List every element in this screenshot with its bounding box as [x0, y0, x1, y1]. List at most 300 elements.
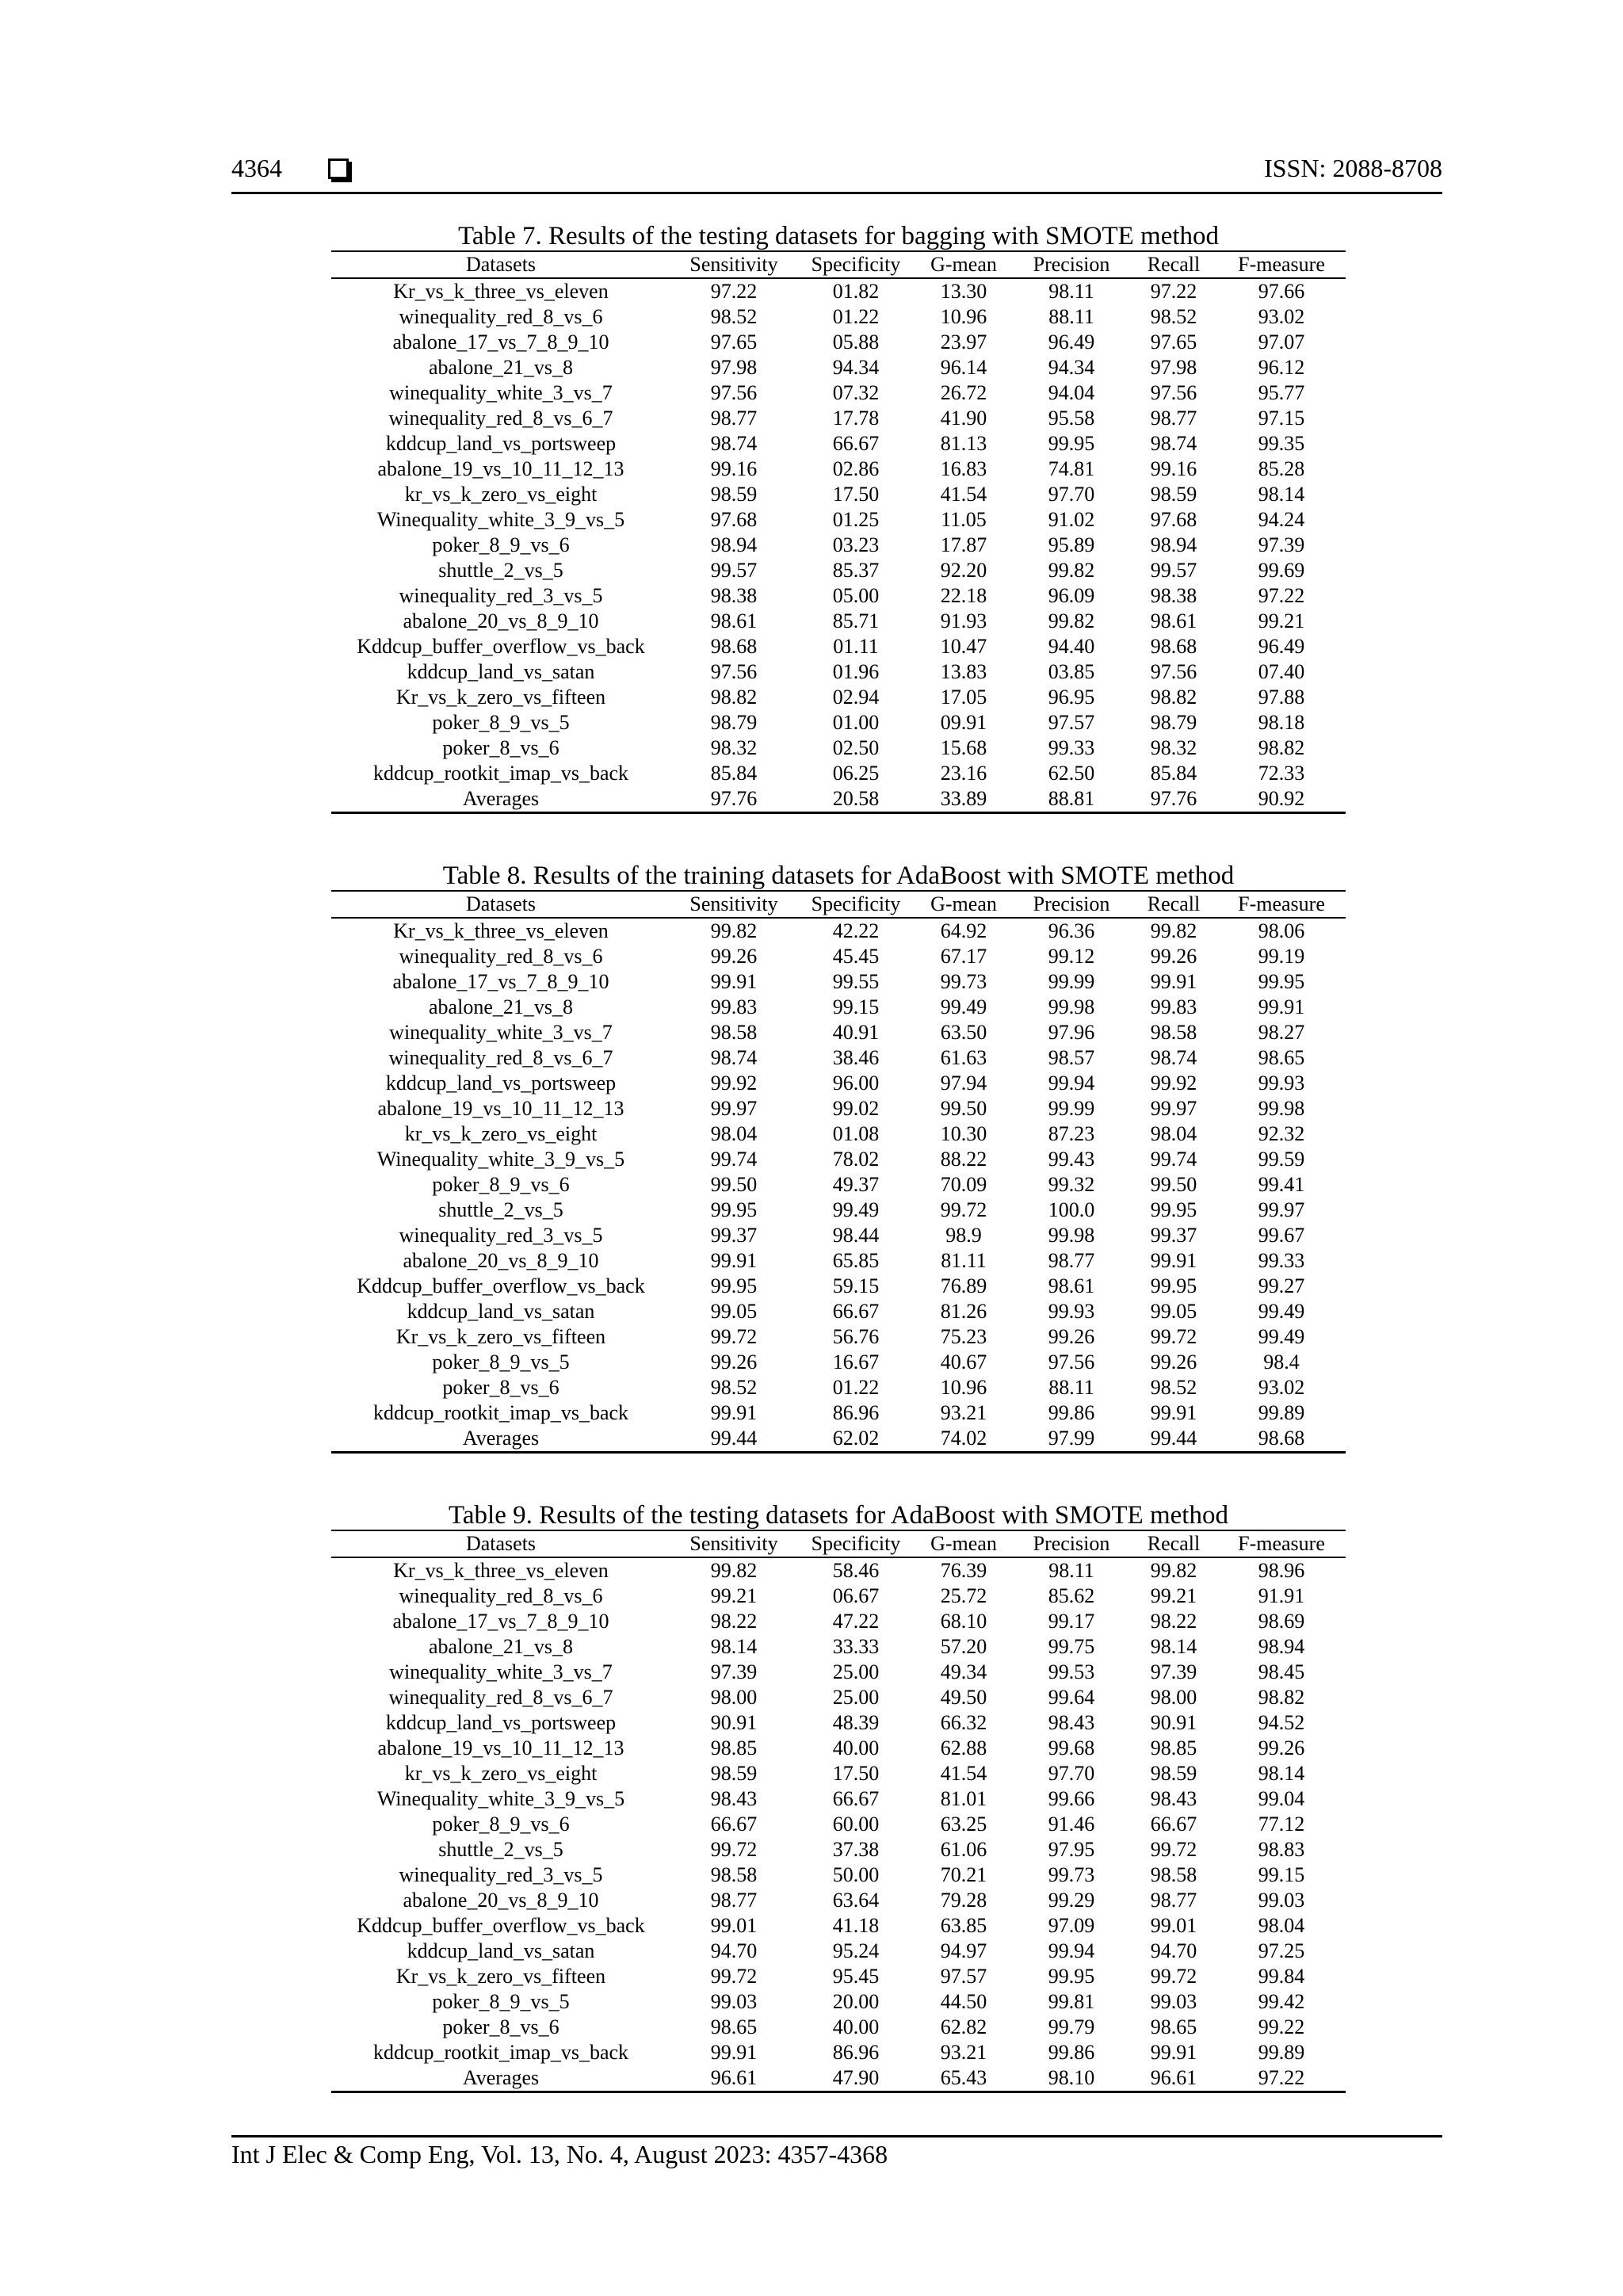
value-cell: 99.94	[1048, 1939, 1095, 1962]
dataset-cell: winequality_red_8_vs_6_7	[388, 407, 613, 430]
table-row	[331, 2015, 1346, 2040]
value-cell: 99.74	[710, 1148, 758, 1171]
value-cell: 98.65	[1258, 1046, 1305, 1069]
dataset-cell: winequality_red_8_vs_6_7	[388, 1686, 613, 1709]
value-cell: 60.00	[832, 1813, 880, 1836]
value-cell: 98.14	[710, 1635, 758, 1658]
table-row	[331, 609, 1346, 634]
value-cell: 97.22	[1258, 584, 1305, 607]
table-row	[331, 1812, 1346, 1837]
value-cell: 98.83	[1258, 1838, 1305, 1861]
value-cell: 99.83	[1150, 995, 1197, 1018]
results-table	[331, 250, 1346, 814]
value-cell: 98.11	[1048, 280, 1094, 303]
value-cell: 98.85	[710, 1736, 758, 1759]
value-cell: 99.05	[1150, 1300, 1197, 1323]
dataset-cell: winequality_red_8_vs_6	[399, 945, 603, 968]
value-cell: 93.02	[1258, 1376, 1305, 1399]
value-cell: 99.72	[710, 1838, 758, 1861]
value-cell: 13.83	[940, 660, 987, 683]
value-cell: 95.77	[1258, 381, 1305, 404]
dataset-cell: Kddcup_buffer_overflow_vs_back	[357, 1274, 645, 1297]
value-cell: 48.39	[832, 1711, 880, 1734]
dataset-cell: Kr_vs_k_zero_vs_fifteen	[395, 1965, 606, 1988]
value-cell: 99.91	[1150, 970, 1197, 993]
value-cell: 98.82	[710, 686, 758, 709]
value-cell: 49.34	[940, 1660, 987, 1683]
value-cell: 38.46	[832, 1046, 880, 1069]
value-cell: 78.02	[832, 1148, 880, 1171]
value-cell: 99.26	[1048, 1325, 1095, 1348]
table-row	[331, 1837, 1346, 1862]
value-cell: 97.39	[710, 1660, 758, 1683]
table-row	[331, 1862, 1346, 1888]
value-cell: 99.49	[832, 1198, 880, 1221]
dataset-cell: shuttle_2_vs_5	[438, 1198, 563, 1221]
value-cell: 03.85	[1048, 660, 1095, 683]
value-cell: 76.89	[940, 1274, 987, 1297]
table-row	[331, 1634, 1346, 1660]
value-cell: 88.22	[940, 1148, 987, 1171]
table-row	[331, 1736, 1346, 1761]
table-row	[331, 761, 1346, 786]
value-cell: 98.43	[1048, 1711, 1095, 1734]
dataset-cell: abalone_17_vs_7_8_9_10	[392, 1610, 609, 1633]
dataset-cell: winequality_white_3_vs_7	[389, 1021, 613, 1044]
value-cell: 75.23	[940, 1325, 987, 1348]
value-cell: 94.70	[1150, 1939, 1197, 1962]
value-cell: 94.70	[710, 1939, 758, 1962]
value-cell: 02.50	[832, 736, 880, 759]
value-cell: 98.52	[710, 1376, 758, 1399]
value-cell: 95.24	[832, 1939, 880, 1962]
value-cell: 96.49	[1258, 635, 1305, 658]
dataset-cell: abalone_19_vs_10_11_12_13	[377, 457, 624, 480]
value-cell: 49.37	[832, 1173, 880, 1196]
value-cell: 98.14	[1258, 1762, 1305, 1785]
value-cell: 65.43	[940, 2066, 987, 2089]
page-header	[231, 154, 1442, 192]
column-header: Precision	[1033, 1532, 1110, 1555]
value-cell: 99.68	[1048, 1736, 1095, 1759]
value-cell: 06.67	[832, 1584, 880, 1607]
value-cell: 94.97	[940, 1939, 987, 1962]
value-cell: 99.67	[1258, 1224, 1305, 1247]
dataset-cell: kddcup_rootkit_imap_vs_back	[372, 1401, 629, 1424]
value-cell: 45.45	[832, 945, 880, 968]
value-cell: 98.96	[1258, 1559, 1305, 1582]
value-cell: 99.03	[1258, 1889, 1305, 1912]
value-cell: 98.77	[710, 407, 758, 430]
value-cell: 96.61	[1150, 2066, 1197, 2089]
table-row	[331, 1761, 1346, 1786]
value-cell: 25.00	[832, 1686, 880, 1709]
column-header: Sensitivity	[689, 1532, 778, 1555]
value-cell: 96.09	[1048, 584, 1095, 607]
value-cell: 33.33	[832, 1635, 880, 1658]
value-cell: 92.20	[940, 559, 987, 582]
value-cell: 49.50	[940, 1686, 987, 1709]
table-row	[331, 1172, 1346, 1198]
dataset-cell: Winequality_white_3_9_vs_5	[376, 1787, 625, 1810]
value-cell: 97.39	[1150, 1660, 1197, 1683]
value-cell: 98.44	[832, 1224, 880, 1247]
table-row	[331, 380, 1346, 406]
dataset-cell: Kr_vs_k_zero_vs_fifteen	[395, 1325, 606, 1348]
value-cell: 99.57	[1150, 559, 1197, 582]
table-row	[331, 1989, 1346, 2015]
value-cell: 01.00	[832, 711, 880, 734]
value-cell: 99.72	[1150, 1838, 1197, 1861]
value-cell: 99.84	[1258, 1965, 1305, 1988]
value-cell: 74.81	[1048, 457, 1095, 480]
value-cell: 72.33	[1258, 762, 1305, 785]
table-row	[331, 431, 1346, 457]
value-cell: 97.39	[1258, 533, 1305, 556]
value-cell: 99.17	[1048, 1610, 1095, 1633]
dataset-cell: Winequality_white_3_9_vs_5	[376, 508, 625, 531]
value-cell: 99.21	[1150, 1584, 1197, 1607]
value-cell: 63.85	[940, 1914, 987, 1937]
value-cell: 99.41	[1258, 1173, 1305, 1196]
table-row	[331, 918, 1346, 944]
value-cell: 98.58	[710, 1863, 758, 1886]
value-cell: 81.13	[940, 432, 987, 455]
value-cell: 85.37	[832, 559, 880, 582]
value-cell: 98.52	[1150, 305, 1197, 328]
column-header: Recall	[1147, 892, 1201, 915]
value-cell: 99.95	[710, 1274, 758, 1297]
value-cell: 66.67	[710, 1813, 758, 1836]
value-cell: 68.10	[940, 1610, 987, 1633]
value-cell: 98.74	[710, 432, 758, 455]
value-cell: 99.91	[710, 2041, 758, 2064]
value-cell: 97.15	[1258, 407, 1305, 430]
dataset-cell: abalone_20_vs_8_9_10	[403, 609, 599, 632]
value-cell: 98.94	[1150, 533, 1197, 556]
value-cell: 99.95	[1150, 1198, 1197, 1221]
value-cell: 99.95	[1258, 970, 1305, 993]
table-row	[331, 533, 1346, 558]
table-row	[331, 1071, 1346, 1096]
table-9	[331, 1501, 1346, 2093]
value-cell: 57.20	[940, 1635, 987, 1658]
value-cell: 98.79	[1150, 711, 1197, 734]
dataset-cell: shuttle_2_vs_5	[438, 559, 563, 582]
value-cell: 85.84	[1150, 762, 1197, 785]
value-cell: 61.06	[940, 1838, 987, 1861]
value-cell: 99.50	[710, 1173, 758, 1196]
dataset-cell: abalone_17_vs_7_8_9_10	[392, 970, 609, 993]
value-cell: 99.29	[1048, 1889, 1095, 1912]
value-cell: 94.24	[1258, 508, 1305, 531]
column-header: Precision	[1033, 892, 1110, 915]
value-cell: 99.82	[1048, 609, 1095, 632]
table-row	[331, 1223, 1346, 1248]
value-cell: 99.49	[1258, 1325, 1305, 1348]
value-cell: 99.89	[1258, 1401, 1305, 1424]
value-cell: 99.42	[1258, 1990, 1305, 2013]
value-cell: 100.0	[1048, 1198, 1095, 1221]
value-cell: 99.91	[1150, 1249, 1197, 1272]
table-row	[331, 1710, 1346, 1736]
value-cell: 87.23	[1048, 1122, 1095, 1145]
value-cell: 40.91	[832, 1021, 880, 1044]
value-cell: 99.86	[1048, 2041, 1095, 2064]
value-cell: 94.34	[832, 356, 880, 379]
dataset-cell: winequality_red_3_vs_5	[399, 1863, 603, 1886]
dataset-cell: kr_vs_k_zero_vs_eight	[404, 1122, 598, 1145]
value-cell: 41.90	[940, 407, 987, 430]
value-cell: 99.72	[710, 1325, 758, 1348]
value-cell: 74.02	[940, 1427, 987, 1450]
value-cell: 96.95	[1048, 686, 1095, 709]
value-cell: 99.95	[1150, 1274, 1197, 1297]
value-cell: 81.11	[941, 1249, 987, 1272]
value-cell: 97.88	[1258, 686, 1305, 709]
value-cell: 63.25	[940, 1813, 987, 1836]
value-cell: 98.38	[710, 584, 758, 607]
value-cell: 99.91	[710, 1401, 758, 1424]
dataset-cell: abalone_21_vs_8	[429, 356, 573, 379]
value-cell: 98.11	[1048, 1559, 1094, 1582]
value-cell: 47.90	[832, 2066, 880, 2089]
value-cell: 63.64	[832, 1889, 880, 1912]
value-cell: 99.03	[1150, 1990, 1197, 2013]
value-cell: 99.49	[940, 995, 987, 1018]
value-cell: 99.89	[1258, 2041, 1305, 2064]
value-cell: 98.59	[1150, 483, 1197, 506]
value-cell: 99.27	[1258, 1274, 1305, 1297]
table-7	[331, 222, 1346, 814]
value-cell: 41.18	[832, 1914, 880, 1937]
value-cell: 66.32	[940, 1711, 987, 1734]
value-cell: 09.91	[940, 711, 987, 734]
value-cell: 99.82	[1150, 919, 1197, 942]
table-row	[331, 1888, 1346, 1913]
value-cell: 99.15	[1258, 1863, 1305, 1886]
value-cell: 13.30	[940, 280, 987, 303]
table-row	[331, 1350, 1346, 1375]
value-cell: 99.05	[710, 1300, 758, 1323]
value-cell: 70.09	[940, 1173, 987, 1196]
value-cell: 50.00	[832, 1863, 880, 1886]
value-cell: 95.58	[1048, 407, 1095, 430]
value-cell: 37.38	[832, 1838, 880, 1861]
value-cell: 98.10	[1048, 2066, 1095, 2089]
value-cell: 98.82	[1150, 686, 1197, 709]
dataset-cell: winequality_red_3_vs_5	[399, 584, 603, 607]
value-cell: 98.68	[1258, 1427, 1305, 1450]
averages-row	[331, 786, 1346, 813]
table-row	[331, 330, 1346, 355]
table-row	[331, 304, 1346, 330]
value-cell: 85.28	[1258, 457, 1305, 480]
value-cell: 99.95	[1048, 432, 1095, 455]
square-bullet-icon	[328, 159, 349, 179]
value-cell: 99.83	[710, 995, 758, 1018]
dataset-cell: winequality_red_8_vs_6_7	[388, 1046, 613, 1069]
table-row	[331, 685, 1346, 710]
value-cell: 96.14	[940, 356, 987, 379]
value-cell: 85.62	[1048, 1584, 1095, 1607]
value-cell: 66.67	[832, 1300, 880, 1323]
value-cell: 98.77	[1150, 1889, 1197, 1912]
value-cell: 17.78	[832, 407, 880, 430]
value-cell: 94.40	[1048, 635, 1095, 658]
dataset-cell: kddcup_land_vs_satan	[407, 1300, 595, 1323]
column-header: F-measure	[1238, 892, 1325, 915]
table-row	[331, 659, 1346, 685]
value-cell: 98.58	[1150, 1021, 1197, 1044]
value-cell: 56.76	[832, 1325, 880, 1348]
value-cell: 96.00	[832, 1072, 880, 1095]
dataset-cell: poker_8_vs_6	[442, 736, 559, 759]
value-cell: 99.19	[1258, 945, 1305, 968]
value-cell: 98.57	[1048, 1046, 1095, 1069]
value-cell: 97.68	[1150, 508, 1197, 531]
value-cell: 88.81	[1048, 787, 1095, 810]
value-cell: 99.35	[1258, 432, 1305, 455]
dataset-cell: winequality_red_8_vs_6	[399, 1584, 603, 1607]
value-cell: 99.49	[1258, 1300, 1305, 1323]
table-caption: Table 8. Results of the training datasets for AdaBoost with SMOTE method	[442, 861, 1235, 890]
value-cell: 99.91	[710, 1249, 758, 1272]
value-cell: 99.33	[1048, 736, 1095, 759]
dataset-cell: poker_8_9_vs_5	[432, 1990, 570, 2013]
value-cell: 17.50	[832, 483, 880, 506]
value-cell: 95.45	[832, 1965, 880, 1988]
value-cell: 99.73	[940, 970, 987, 993]
table-row	[331, 1400, 1346, 1426]
dataset-cell: winequality_white_3_vs_7	[389, 381, 613, 404]
value-cell: 99.97	[710, 1097, 758, 1120]
column-header: F-measure	[1238, 1532, 1325, 1555]
table-row	[331, 1964, 1346, 1989]
value-cell: 99.72	[1150, 1325, 1197, 1348]
value-cell: 47.22	[832, 1610, 880, 1633]
table-row	[331, 2040, 1346, 2065]
dataset-cell: kddcup_land_vs_portsweep	[385, 1711, 617, 1734]
value-cell: 62.82	[940, 2015, 987, 2038]
table-row	[331, 406, 1346, 431]
value-cell: 98.18	[1258, 711, 1305, 734]
column-header: Specificity	[811, 892, 901, 915]
value-cell: 66.67	[832, 432, 880, 455]
value-cell: 07.32	[832, 381, 880, 404]
value-cell: 02.94	[832, 686, 880, 709]
table-row	[331, 1020, 1346, 1045]
value-cell: 44.50	[940, 1990, 987, 2013]
value-cell: 23.97	[940, 330, 987, 353]
dataset-cell: kr_vs_k_zero_vs_eight	[404, 1762, 598, 1785]
value-cell: 98.59	[710, 483, 758, 506]
value-cell: 97.22	[1258, 2066, 1305, 2089]
value-cell: 85.84	[710, 762, 758, 785]
value-cell: 86.96	[832, 2041, 880, 2064]
value-cell: 62.02	[832, 1427, 880, 1450]
value-cell: 97.22	[1150, 280, 1197, 303]
footer-divider	[231, 2135, 1442, 2137]
value-cell: 99.37	[1150, 1224, 1197, 1247]
value-cell: 42.22	[832, 919, 880, 942]
value-cell: 97.65	[710, 330, 758, 353]
value-cell: 99.95	[710, 1198, 758, 1221]
table-row	[331, 1248, 1346, 1274]
table-caption: Table 7. Results of the testing datasets for bagging with SMOTE method	[457, 222, 1220, 250]
value-cell: 25.00	[832, 1660, 880, 1683]
table-row	[331, 1121, 1346, 1147]
dataset-cell: Kr_vs_k_three_vs_eleven	[393, 919, 609, 942]
table-row	[331, 1299, 1346, 1324]
value-cell: 26.72	[940, 381, 987, 404]
column-header: Sensitivity	[689, 892, 778, 915]
dataset-cell: abalone_21_vs_8	[429, 995, 573, 1018]
value-cell: 99.33	[1258, 1249, 1305, 1272]
value-cell: 98.74	[1150, 432, 1197, 455]
value-cell: 01.11	[833, 635, 879, 658]
value-cell: 99.98	[1258, 1097, 1305, 1120]
table-row	[331, 1584, 1346, 1609]
value-cell: 76.39	[940, 1559, 987, 1582]
column-header: Datasets	[465, 253, 537, 276]
value-cell: 65.85	[832, 1249, 880, 1272]
value-cell: 97.25	[1258, 1939, 1305, 1962]
value-cell: 99.73	[1048, 1863, 1095, 1886]
dataset-cell: poker_8_9_vs_6	[432, 1173, 570, 1196]
dataset-cell: kr_vs_k_zero_vs_eight	[404, 483, 598, 506]
value-cell: 99.53	[1048, 1660, 1095, 1683]
value-cell: 88.11	[1048, 305, 1094, 328]
table-row	[331, 1274, 1346, 1299]
dataset-cell: winequality_white_3_vs_7	[389, 1660, 613, 1683]
value-cell: 98.27	[1258, 1021, 1305, 1044]
value-cell: 99.16	[710, 457, 758, 480]
table-row	[331, 1609, 1346, 1634]
value-cell: 93.21	[940, 2041, 987, 2064]
value-cell: 99.82	[710, 1559, 758, 1582]
results-table	[331, 890, 1346, 1454]
value-cell: 98.43	[1150, 1787, 1197, 1810]
value-cell: 85.71	[832, 609, 880, 632]
value-cell: 99.12	[1048, 945, 1095, 968]
value-cell: 99.57	[710, 559, 758, 582]
value-cell: 97.94	[940, 1072, 987, 1095]
table-row	[331, 457, 1346, 482]
value-cell: 92.32	[1258, 1122, 1305, 1145]
table-row	[331, 558, 1346, 583]
value-cell: 98.04	[710, 1122, 758, 1145]
value-cell: 99.91	[1258, 995, 1305, 1018]
value-cell: 98.52	[710, 305, 758, 328]
value-cell: 98.77	[1150, 407, 1197, 430]
dataset-cell: kddcup_land_vs_portsweep	[385, 432, 617, 455]
value-cell: 33.89	[940, 787, 987, 810]
table-row	[331, 507, 1346, 533]
value-cell: 97.98	[710, 356, 758, 379]
table-8	[331, 861, 1346, 1454]
value-cell: 98.00	[710, 1686, 758, 1709]
value-cell: 99.26	[1258, 1736, 1305, 1759]
value-cell: 96.49	[1048, 330, 1095, 353]
dataset-cell: shuttle_2_vs_5	[438, 1838, 563, 1861]
table-row	[331, 1685, 1346, 1710]
value-cell: 99.91	[710, 970, 758, 993]
value-cell: 99.69	[1258, 559, 1305, 582]
table-row	[331, 1660, 1346, 1685]
value-cell: 96.12	[1258, 356, 1305, 379]
column-header: G-mean	[930, 892, 997, 915]
